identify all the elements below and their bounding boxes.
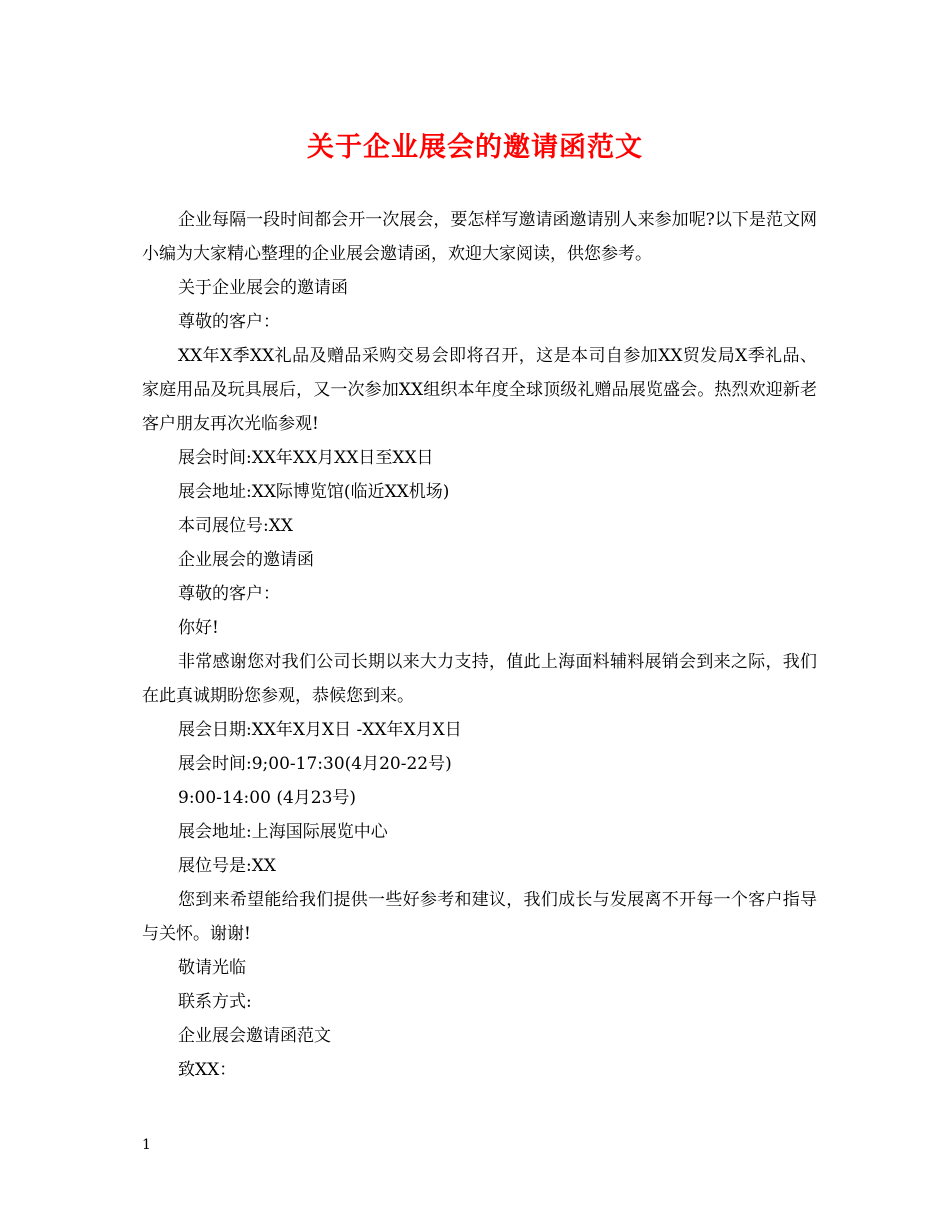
paragraph-invitation-2: 非常感谢您对我们公司长期以来大力支持，值此上海面料辅料展销会到来之际，我们在此真诚期盼您参观，恭候您到来。 <box>142 652 817 706</box>
paragraph-time-2: 展会时间:9;00-17:30(4月20-22号) <box>178 754 452 774</box>
paragraph-invitation-1: XX年X季XX礼品及赠品采购交易会即将召开，这是本司自参加XX贸发局X季礼品、家庭用品及玩具展后，又一次参加XX组织本年度全球顶级礼赠品展览盛会。热烈欢迎新老客户朋友再次光临参观! <box>142 346 817 434</box>
paragraph-greeting: 你好! <box>178 618 219 638</box>
paragraph-booth-1: 本司展位号:XX <box>178 516 293 536</box>
document-body <box>142 203 817 1087</box>
paragraph-address-2: 展会地址:上海国际展览中心 <box>178 822 388 842</box>
paragraph-intro: 企业每隔一段时间都会开一次展会，要怎样写邀请函邀请别人来参加呢?以下是范文网小编为大家精心整理的企业展会邀请函，欢迎大家阅读，供您参考。 <box>142 210 817 264</box>
paragraph-heading-3: 企业展会邀请函范文 <box>178 1026 331 1046</box>
paragraph-time-1: 展会时间:XX年XX月XX日至XX日 <box>178 448 434 468</box>
page-number: 1 <box>142 1137 151 1153</box>
paragraph-heading-1: 关于企业展会的邀请函 <box>178 278 348 298</box>
paragraph-closing: 您到来希望能给我们提供一些好参考和建议，我们成长与发展离不开每一个客户指导与关怀。谢谢! <box>142 890 817 944</box>
paragraph-invite-phrase: 敬请光临 <box>178 958 246 978</box>
paragraph-recipient: 致XX： <box>178 1060 237 1080</box>
paragraph-heading-2: 企业展会的邀请函 <box>178 550 314 570</box>
document-title: 关于企业展会的邀请函范文 <box>307 132 643 163</box>
paragraph-salutation-1: 尊敬的客户： <box>178 312 280 332</box>
paragraph-time-3: 9:00-14:00 (4月23号) <box>178 788 357 808</box>
paragraph-contact: 联系方式: <box>178 992 252 1012</box>
paragraph-booth-2: 展位号是:XX <box>178 856 276 876</box>
paragraph-address-1: 展会地址:XX际博览馆(临近XX机场) <box>178 482 450 502</box>
paragraph-salutation-2: 尊敬的客户： <box>178 584 280 604</box>
paragraph-date-2: 展会日期:XX年X月X日 -XX年X月X日 <box>178 720 462 740</box>
